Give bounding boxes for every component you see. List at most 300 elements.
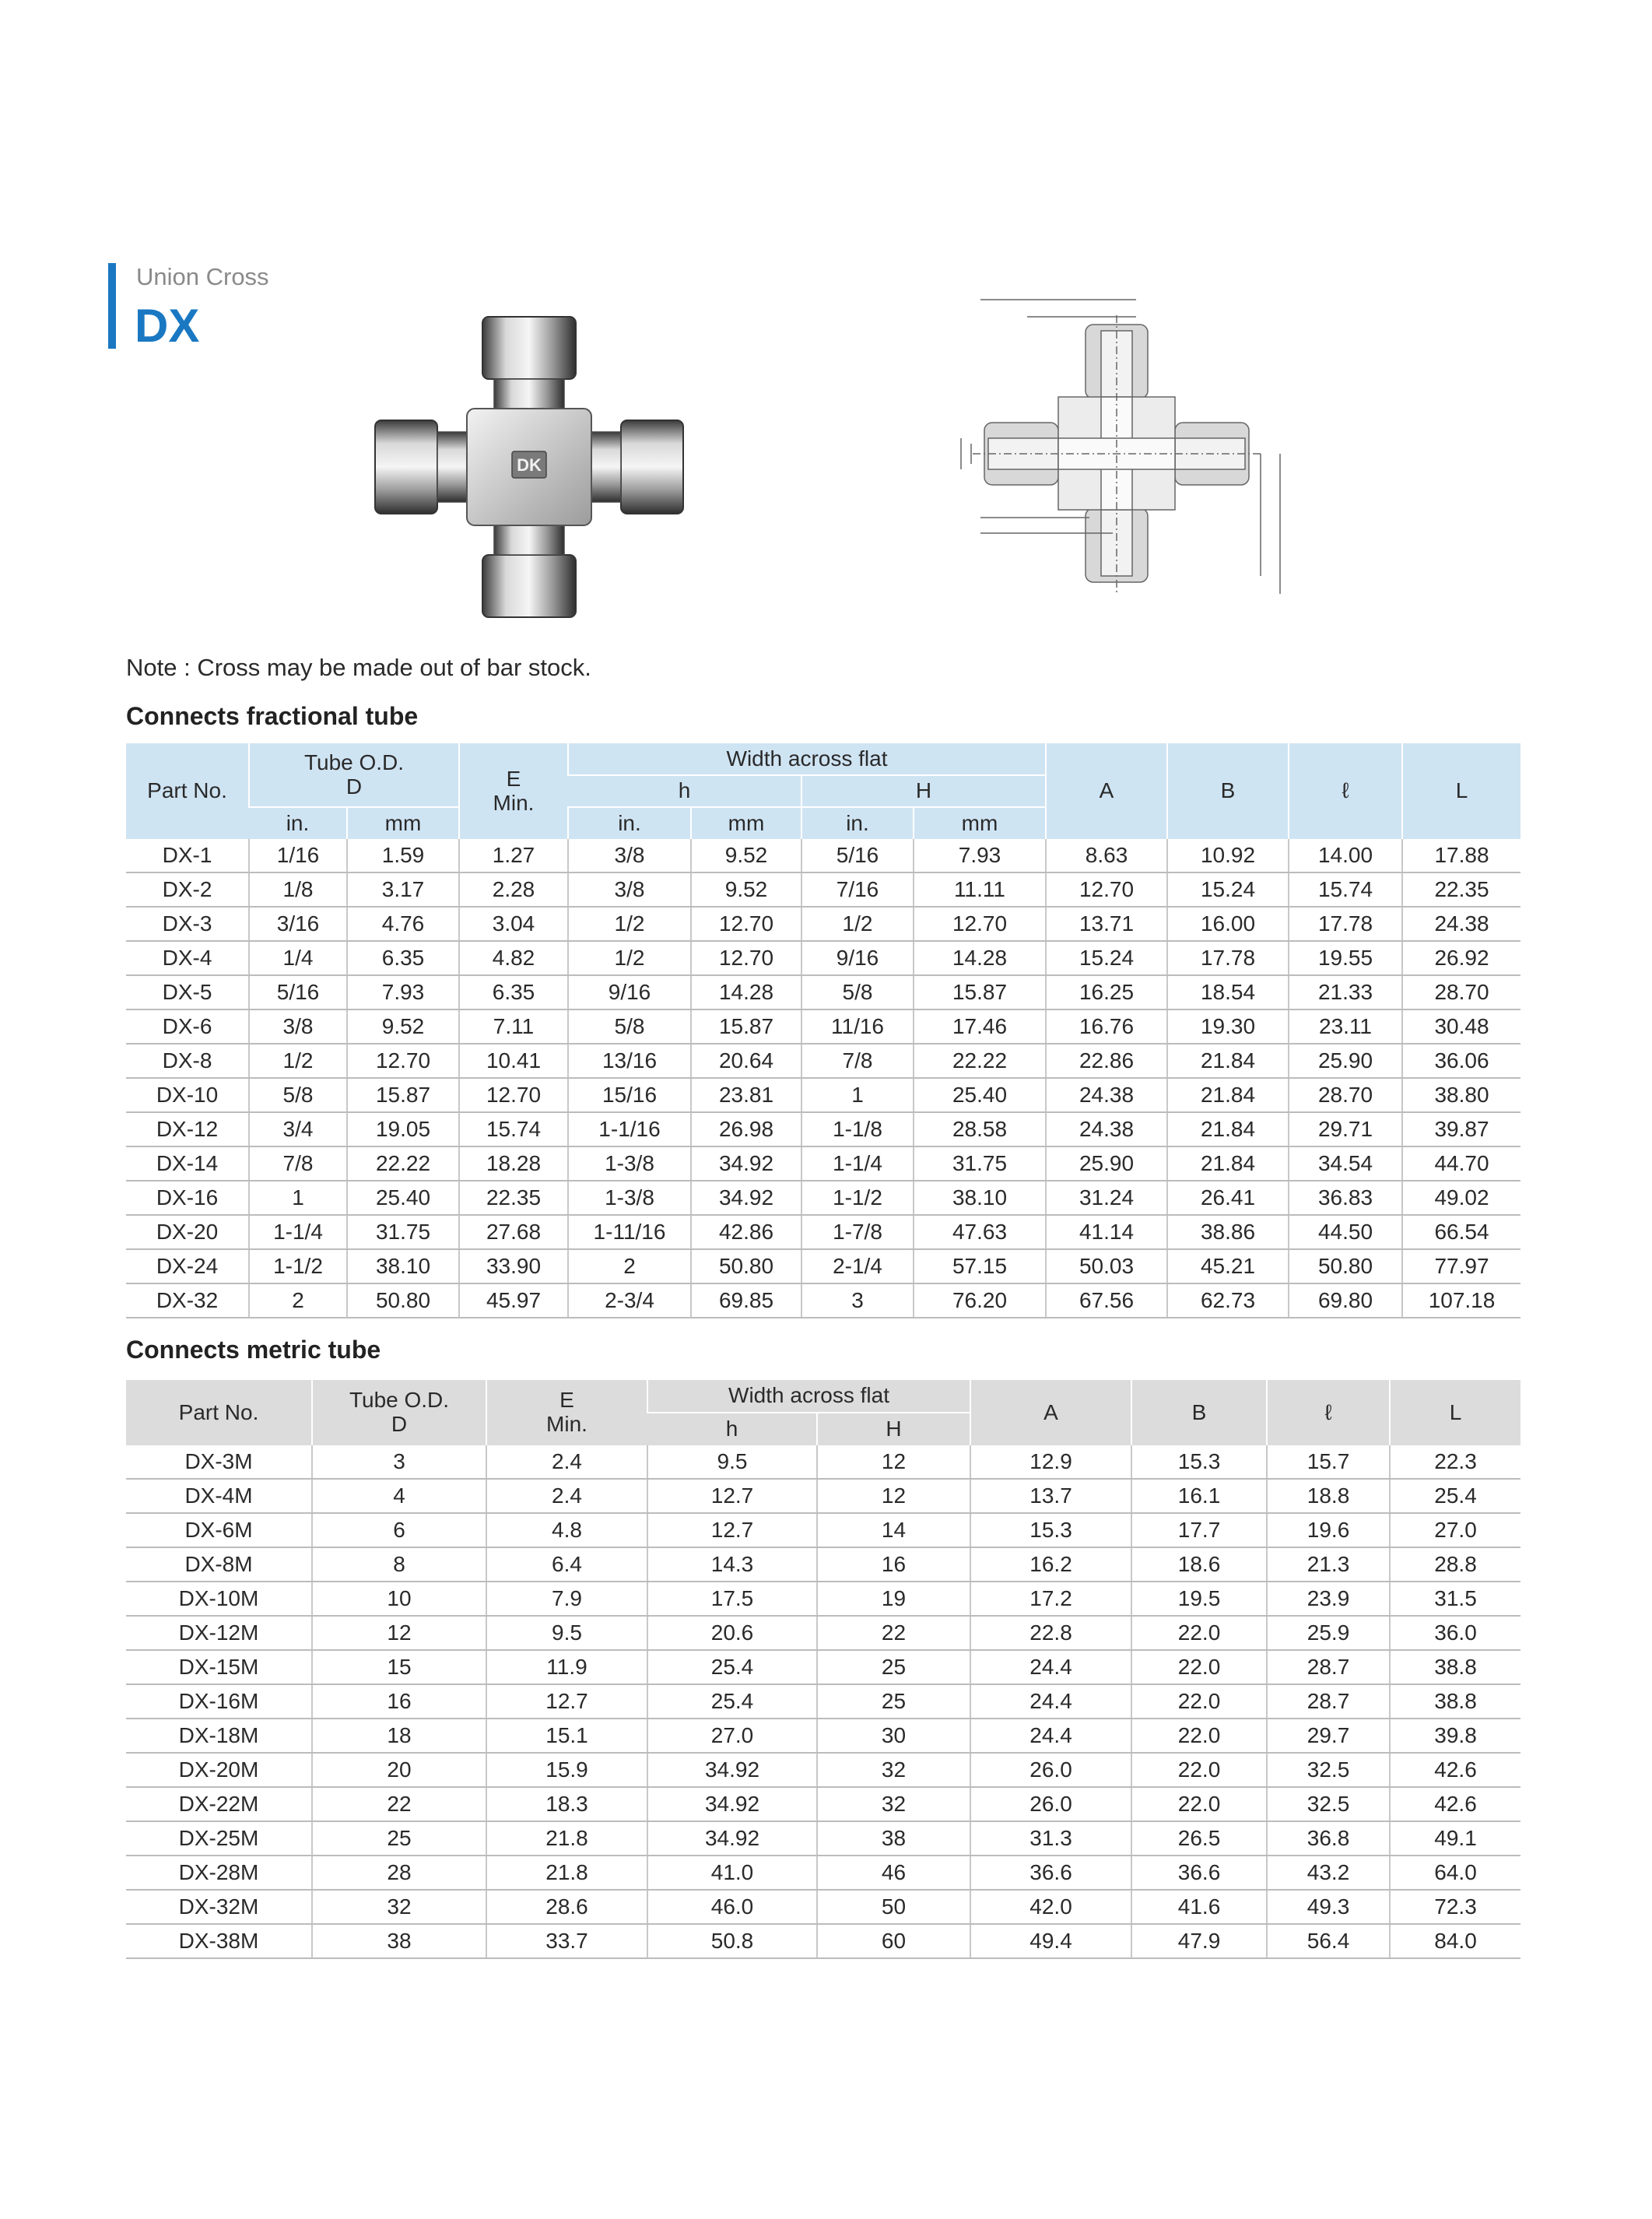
- table-cell: 16.00: [1167, 907, 1289, 941]
- union-cross-photo: [366, 307, 693, 627]
- table-cell: DX-24: [126, 1249, 249, 1283]
- header-a: A: [1046, 743, 1167, 839]
- table-cell: 17.88: [1402, 839, 1520, 873]
- table-cell: 17.2: [970, 1582, 1131, 1616]
- table-row: [126, 1753, 1520, 1787]
- table-cell: 18.3: [486, 1787, 647, 1821]
- table-cell: DX-16: [126, 1181, 249, 1215]
- header-part-no: Part No.: [126, 743, 249, 839]
- table-cell: 49.02: [1402, 1181, 1520, 1215]
- m-header-a: A: [970, 1380, 1131, 1445]
- table-cell: 2.4: [486, 1445, 647, 1479]
- header-h-small: h: [568, 775, 801, 807]
- table-cell: 46.0: [647, 1890, 817, 1924]
- table-cell: 38.10: [347, 1249, 459, 1283]
- table-cell: 1/8: [249, 873, 347, 907]
- table-cell: 10: [312, 1582, 486, 1616]
- table-cell: 17.78: [1167, 941, 1289, 975]
- table-cell: 21.84: [1167, 1112, 1289, 1146]
- table-cell: 18.28: [459, 1146, 568, 1181]
- m-header-width-across-flat: Width across flat: [647, 1380, 970, 1413]
- table-cell: 12.9: [970, 1445, 1131, 1479]
- table-cell: 25.4: [647, 1684, 817, 1719]
- table-cell: 22.22: [347, 1146, 459, 1181]
- table-cell: 66.54: [1402, 1215, 1520, 1249]
- table-cell: 7/8: [249, 1146, 347, 1181]
- table-cell: 1.59: [347, 839, 459, 873]
- table-cell: DX-15M: [126, 1650, 312, 1684]
- table-cell: 76.20: [914, 1283, 1046, 1318]
- table-cell: 26.0: [970, 1753, 1131, 1787]
- table-row: [126, 1547, 1520, 1582]
- table-cell: 15.74: [459, 1112, 568, 1146]
- fractional-section-title: Connects fractional tube: [126, 702, 419, 730]
- table-cell: 50.8: [647, 1924, 817, 1958]
- table-cell: 27.0: [1390, 1513, 1520, 1547]
- table-cell: DX-10M: [126, 1582, 312, 1616]
- table-row: [126, 839, 1520, 873]
- table-row: [126, 1146, 1520, 1181]
- table-cell: 6.35: [347, 941, 459, 975]
- table-cell: 6.35: [459, 975, 568, 1009]
- table-cell: 38.86: [1167, 1215, 1289, 1249]
- table-cell: 38.80: [1402, 1078, 1520, 1112]
- table-cell: 26.0: [970, 1787, 1131, 1821]
- table-row: [126, 1650, 1520, 1684]
- table-cell: 34.92: [647, 1787, 817, 1821]
- table-cell: 25.90: [1289, 1044, 1402, 1078]
- table-cell: 9.52: [347, 1009, 459, 1044]
- table-cell: 22.0: [1131, 1787, 1267, 1821]
- table-cell: 7.11: [459, 1009, 568, 1044]
- table-row: [126, 873, 1520, 907]
- table-cell: DX-16M: [126, 1684, 312, 1719]
- table-row: [126, 1181, 1520, 1215]
- header-h-large: H: [801, 775, 1046, 807]
- table-row: [126, 1215, 1520, 1249]
- table-cell: 17.5: [647, 1582, 817, 1616]
- table-cell: 25.4: [1390, 1479, 1520, 1513]
- table-cell: 1-3/8: [568, 1181, 691, 1215]
- table-cell: 12: [817, 1479, 970, 1513]
- table-cell: 49.4: [970, 1924, 1131, 1958]
- table-cell: 21.84: [1167, 1146, 1289, 1181]
- table-cell: 36.6: [1131, 1856, 1267, 1890]
- table-cell: 23.11: [1289, 1009, 1402, 1044]
- table-cell: 1.27: [459, 839, 568, 873]
- table-cell: 50: [817, 1890, 970, 1924]
- table-cell: 50.80: [1289, 1249, 1402, 1283]
- table-cell: 34.92: [691, 1181, 801, 1215]
- table-cell: 28.7: [1267, 1650, 1390, 1684]
- table-cell: DX-28M: [126, 1856, 312, 1890]
- table-cell: 22.0: [1131, 1684, 1267, 1719]
- table-cell: 36.6: [970, 1856, 1131, 1890]
- note-text: Note : Cross may be made out of bar stock.: [126, 654, 591, 681]
- table-cell: 27.68: [459, 1215, 568, 1249]
- table-cell: DX-4M: [126, 1479, 312, 1513]
- table-cell: 21.84: [1167, 1078, 1289, 1112]
- table-cell: 56.4: [1267, 1924, 1390, 1958]
- table-cell: 34.92: [691, 1146, 801, 1181]
- table-cell: DX-18M: [126, 1719, 312, 1753]
- table-cell: 38.8: [1390, 1684, 1520, 1719]
- table-cell: 31.3: [970, 1821, 1131, 1856]
- accent-bar: [108, 263, 116, 349]
- table-cell: 1/2: [801, 907, 914, 941]
- table-cell: 2-3/4: [568, 1283, 691, 1318]
- table-cell: DX-32: [126, 1283, 249, 1318]
- table-cell: 45.21: [1167, 1249, 1289, 1283]
- table-cell: DX-20M: [126, 1753, 312, 1787]
- metric-section-title: Connects metric tube: [126, 1336, 381, 1364]
- table-cell: 1/16: [249, 839, 347, 873]
- table-cell: 6.4: [486, 1547, 647, 1582]
- table-cell: 22.0: [1131, 1616, 1267, 1650]
- table-cell: 42.0: [970, 1890, 1131, 1924]
- table-cell: 14: [817, 1513, 970, 1547]
- table-cell: 24.4: [970, 1650, 1131, 1684]
- table-cell: 16.2: [970, 1547, 1131, 1582]
- header-l-small: ℓ: [1289, 743, 1402, 839]
- table-cell: 18: [312, 1719, 486, 1753]
- table-cell: 23.9: [1267, 1582, 1390, 1616]
- table-cell: 22.0: [1131, 1719, 1267, 1753]
- header-h-mm: mm: [691, 807, 801, 839]
- table-cell: 25.90: [1046, 1146, 1167, 1181]
- table-cell: 28: [312, 1856, 486, 1890]
- table-cell: DX-12: [126, 1112, 249, 1146]
- table-cell: 19: [817, 1582, 970, 1616]
- table-cell: 1: [249, 1181, 347, 1215]
- table-cell: 28.7: [1267, 1684, 1390, 1719]
- table-cell: 22.3: [1390, 1445, 1520, 1479]
- table-cell: 9/16: [801, 941, 914, 975]
- table-cell: 8.63: [1046, 839, 1167, 873]
- table-cell: 30.48: [1402, 1009, 1520, 1044]
- table-cell: 26.5: [1131, 1821, 1267, 1856]
- table-cell: 18.8: [1267, 1479, 1390, 1513]
- table-row: [126, 1112, 1520, 1146]
- table-row: [126, 1283, 1520, 1318]
- header-od-in: in.: [249, 807, 347, 839]
- table-row: [126, 1684, 1520, 1719]
- table-cell: 3/8: [568, 873, 691, 907]
- table-cell: 28.58: [914, 1112, 1046, 1146]
- table-cell: 15.87: [347, 1078, 459, 1112]
- table-cell: 12.7: [647, 1513, 817, 1547]
- header-e-min: [459, 743, 568, 839]
- table-row: [126, 1821, 1520, 1856]
- table-cell: 5/16: [249, 975, 347, 1009]
- table-cell: 12.70: [691, 907, 801, 941]
- table-cell: 69.85: [691, 1283, 801, 1318]
- m-header-h-small: h: [647, 1413, 817, 1445]
- table-cell: 22.0: [1131, 1650, 1267, 1684]
- table-cell: 45.97: [459, 1283, 568, 1318]
- table-cell: 47.9: [1131, 1924, 1267, 1958]
- table-cell: 36.83: [1289, 1181, 1402, 1215]
- table-cell: 22.8: [970, 1616, 1131, 1650]
- table-cell: 42.6: [1390, 1753, 1520, 1787]
- table-cell: 12: [817, 1445, 970, 1479]
- table-cell: 44.70: [1402, 1146, 1520, 1181]
- table-cell: 2-1/4: [801, 1249, 914, 1283]
- logo-mark: DK: [517, 455, 542, 475]
- table-cell: 34.92: [647, 1753, 817, 1787]
- m-header-part-no: Part No.: [126, 1380, 312, 1445]
- table-cell: DX-20: [126, 1215, 249, 1249]
- table-cell: 1-1/2: [801, 1181, 914, 1215]
- table-cell: 24.4: [970, 1684, 1131, 1719]
- table-cell: 41.0: [647, 1856, 817, 1890]
- table-cell: 1/2: [568, 941, 691, 975]
- table-cell: 39.8: [1390, 1719, 1520, 1753]
- table-cell: 39.87: [1402, 1112, 1520, 1146]
- table-cell: 3.04: [459, 907, 568, 941]
- table-cell: 25.4: [647, 1650, 817, 1684]
- table-cell: 15.9: [486, 1753, 647, 1787]
- table-cell: 36.06: [1402, 1044, 1520, 1078]
- table-cell: 1/2: [249, 1044, 347, 1078]
- table-cell: 8: [312, 1547, 486, 1582]
- table-cell: 107.18: [1402, 1283, 1520, 1318]
- table-cell: 38: [817, 1821, 970, 1856]
- table-cell: 9.5: [647, 1445, 817, 1479]
- table-cell: 36.8: [1267, 1821, 1390, 1856]
- table-cell: 32: [817, 1787, 970, 1821]
- table-cell: 57.15: [914, 1249, 1046, 1283]
- table-cell: 15.3: [1131, 1445, 1267, 1479]
- table-cell: 12.70: [914, 907, 1046, 941]
- table-cell: DX-22M: [126, 1787, 312, 1821]
- header-min: Min.: [493, 790, 535, 815]
- table-cell: 12.70: [459, 1078, 568, 1112]
- table-cell: 29.71: [1289, 1112, 1402, 1146]
- table-cell: 9.52: [691, 839, 801, 873]
- table-cell: 17.7: [1131, 1513, 1267, 1547]
- table-cell: 49.1: [1390, 1821, 1520, 1856]
- table-cell: 5/8: [249, 1078, 347, 1112]
- header-e: E: [506, 766, 521, 791]
- table-cell: 22.35: [459, 1181, 568, 1215]
- table-cell: 64.0: [1390, 1856, 1520, 1890]
- header-od-mm: mm: [347, 807, 459, 839]
- table-row: [126, 1078, 1520, 1112]
- table-cell: 32: [817, 1753, 970, 1787]
- table-cell: 50.03: [1046, 1249, 1167, 1283]
- header-h-in: in.: [568, 807, 691, 839]
- table-row: [126, 941, 1520, 975]
- table-cell: 17.78: [1289, 907, 1402, 941]
- table-cell: 5/16: [801, 839, 914, 873]
- table-cell: 7/16: [801, 873, 914, 907]
- table-cell: 15.87: [914, 975, 1046, 1009]
- table-cell: 50.80: [347, 1283, 459, 1318]
- table-cell: 9.52: [691, 873, 801, 907]
- table-cell: 4.76: [347, 907, 459, 941]
- table-cell: 13/16: [568, 1044, 691, 1078]
- table-cell: 33.7: [486, 1924, 647, 1958]
- table-cell: 32.5: [1267, 1787, 1390, 1821]
- table-cell: 1-3/8: [568, 1146, 691, 1181]
- table-cell: 26.92: [1402, 941, 1520, 975]
- m-header-l-small: ℓ: [1267, 1380, 1390, 1445]
- table-cell: 72.3: [1390, 1890, 1520, 1924]
- table-cell: 19.55: [1289, 941, 1402, 975]
- table-cell: 4: [312, 1479, 486, 1513]
- table-cell: 29.7: [1267, 1719, 1390, 1753]
- union-cross-drawing: [934, 284, 1323, 619]
- table-cell: 3/8: [568, 839, 691, 873]
- m-header-min: Min.: [546, 1412, 587, 1436]
- table-row: [126, 1044, 1520, 1078]
- table-cell: 3/16: [249, 907, 347, 941]
- table-cell: 3: [801, 1283, 914, 1318]
- table-cell: 1-1/2: [249, 1249, 347, 1283]
- table-cell: 41.14: [1046, 1215, 1167, 1249]
- table-cell: 15: [312, 1650, 486, 1684]
- table-row: [126, 1582, 1520, 1616]
- m-header-e-min: [486, 1380, 647, 1445]
- table-cell: 15.7: [1267, 1445, 1390, 1479]
- table-cell: 6: [312, 1513, 486, 1547]
- m-header-tube-od: [312, 1380, 486, 1445]
- table-cell: 12.7: [486, 1684, 647, 1719]
- table-cell: 14.28: [691, 975, 801, 1009]
- table-cell: 19.05: [347, 1112, 459, 1146]
- table-cell: DX-8M: [126, 1547, 312, 1582]
- table-cell: 30: [817, 1719, 970, 1753]
- table-cell: DX-3M: [126, 1445, 312, 1479]
- table-cell: 9/16: [568, 975, 691, 1009]
- header-tube-od-label: Tube O.D.: [303, 750, 405, 774]
- header-tube-od: [249, 743, 459, 807]
- table-cell: 44.50: [1289, 1215, 1402, 1249]
- table-cell: 1/4: [249, 941, 347, 975]
- header-hh-mm: mm: [914, 807, 1046, 839]
- table-cell: 22.86: [1046, 1044, 1167, 1078]
- table-cell: 20.6: [647, 1616, 817, 1650]
- table-cell: 1-7/8: [801, 1215, 914, 1249]
- table-cell: DX-10: [126, 1078, 249, 1112]
- table-cell: 16: [312, 1684, 486, 1719]
- table-row: [126, 1249, 1520, 1283]
- product-subtitle: Union Cross: [136, 263, 269, 290]
- table-cell: 28.8: [1390, 1547, 1520, 1582]
- table-cell: 15.3: [970, 1513, 1131, 1547]
- table-row: [126, 1445, 1520, 1479]
- table-cell: 3: [312, 1445, 486, 1479]
- table-row: [126, 907, 1520, 941]
- table-cell: 5/8: [801, 975, 914, 1009]
- header-hh-in: in.: [801, 807, 914, 839]
- table-cell: 32.5: [1267, 1753, 1390, 1787]
- table-row: [126, 1616, 1520, 1650]
- table-cell: DX-6: [126, 1009, 249, 1044]
- table-cell: 7/8: [801, 1044, 914, 1078]
- table-cell: 26.98: [691, 1112, 801, 1146]
- table-cell: 2.4: [486, 1479, 647, 1513]
- table-cell: 16.25: [1046, 975, 1167, 1009]
- table-cell: 24.38: [1402, 907, 1520, 941]
- table-cell: 12.70: [347, 1044, 459, 1078]
- product-title: DX: [135, 300, 200, 352]
- table-cell: 46: [817, 1856, 970, 1890]
- table-cell: 24.38: [1046, 1078, 1167, 1112]
- table-cell: 27.0: [647, 1719, 817, 1753]
- table-cell: DX-25M: [126, 1821, 312, 1856]
- table-cell: 25.40: [914, 1078, 1046, 1112]
- table-cell: 15.87: [691, 1009, 801, 1044]
- table-cell: 15.24: [1046, 941, 1167, 975]
- header-tube-od-d: D: [345, 774, 363, 799]
- table-cell: 9.5: [486, 1616, 647, 1650]
- table-cell: 1-1/16: [568, 1112, 691, 1146]
- table-cell: 50.80: [691, 1249, 801, 1283]
- table-cell: 21.8: [486, 1856, 647, 1890]
- table-cell: DX-8: [126, 1044, 249, 1078]
- metric-tube-table: [126, 1380, 1520, 1959]
- table-cell: DX-3: [126, 907, 249, 941]
- table-row: [126, 1787, 1520, 1821]
- header-b: B: [1167, 743, 1289, 839]
- table-cell: 15.24: [1167, 873, 1289, 907]
- table-cell: 25: [817, 1684, 970, 1719]
- table-cell: 18.6: [1131, 1547, 1267, 1582]
- table-cell: 33.90: [459, 1249, 568, 1283]
- table-cell: DX-14: [126, 1146, 249, 1181]
- table-cell: 49.3: [1267, 1890, 1390, 1924]
- table-cell: 22: [312, 1787, 486, 1821]
- table-cell: 42.6: [1390, 1787, 1520, 1821]
- m-header-h-large: H: [817, 1413, 970, 1445]
- table-cell: 10.92: [1167, 839, 1289, 873]
- table-cell: 16.76: [1046, 1009, 1167, 1044]
- table-cell: 16.1: [1131, 1479, 1267, 1513]
- table-cell: 11.11: [914, 873, 1046, 907]
- m-header-e: E: [559, 1388, 574, 1413]
- table-cell: 13.7: [970, 1479, 1131, 1513]
- table-cell: 2.28: [459, 873, 568, 907]
- table-cell: DX-2: [126, 873, 249, 907]
- table-cell: 1-1/4: [801, 1146, 914, 1181]
- table-cell: 23.81: [691, 1078, 801, 1112]
- table-cell: 34.54: [1289, 1146, 1402, 1181]
- table-cell: DX-5: [126, 975, 249, 1009]
- table-cell: 41.6: [1131, 1890, 1267, 1924]
- table-cell: 1-1/8: [801, 1112, 914, 1146]
- table-row: [126, 975, 1520, 1009]
- table-cell: 19.30: [1167, 1009, 1289, 1044]
- table-cell: 14.3: [647, 1547, 817, 1582]
- table-cell: 19.6: [1267, 1513, 1390, 1547]
- table-cell: 42.86: [691, 1215, 801, 1249]
- table-cell: 3/4: [249, 1112, 347, 1146]
- table-cell: 19.5: [1131, 1582, 1267, 1616]
- table-cell: 38.10: [914, 1181, 1046, 1215]
- table-cell: 25: [312, 1821, 486, 1856]
- table-cell: 7.93: [347, 975, 459, 1009]
- table-cell: 24.38: [1046, 1112, 1167, 1146]
- table-cell: 2: [249, 1283, 347, 1318]
- table-cell: 15.1: [486, 1719, 647, 1753]
- table-cell: DX-38M: [126, 1924, 312, 1958]
- table-cell: 13.71: [1046, 907, 1167, 941]
- table-row: [126, 1856, 1520, 1890]
- table-cell: 31.75: [347, 1215, 459, 1249]
- table-cell: DX-12M: [126, 1616, 312, 1650]
